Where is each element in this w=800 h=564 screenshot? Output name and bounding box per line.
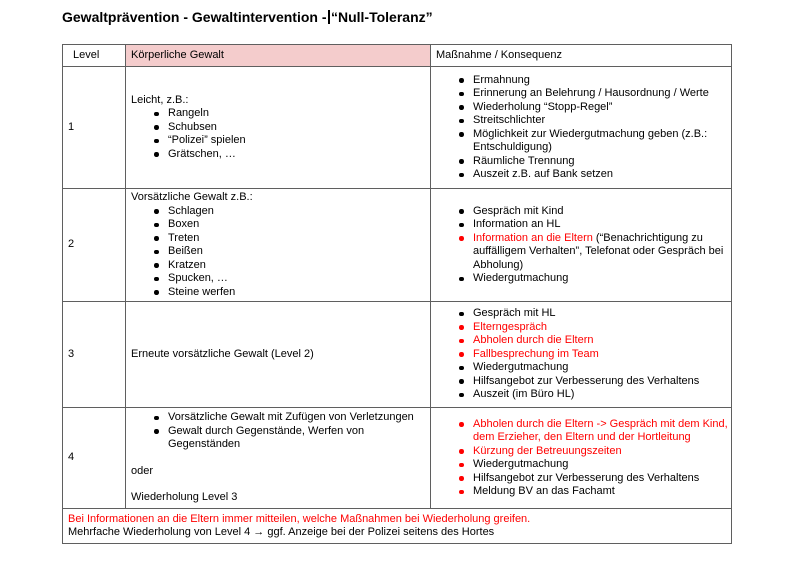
- list-item-text: Kratzen: [168, 258, 206, 271]
- list-item: [131, 134, 427, 148]
- list-item: [436, 445, 728, 459]
- gewalt-cell: [126, 408, 431, 509]
- table-header-row: [63, 45, 732, 67]
- footer-note-cell: [63, 509, 732, 544]
- bullet-icon: [459, 312, 464, 317]
- bullet-icon: [459, 325, 464, 330]
- bullet-icon: [459, 379, 464, 384]
- list-item-text: Fallbesprechung im Team: [473, 347, 599, 360]
- list-item-text: Grätschen, …: [168, 147, 236, 160]
- list-item-text: Kürzung der Betreuungszeiten: [473, 444, 622, 457]
- list-item: [131, 121, 427, 135]
- list-item: [436, 334, 728, 348]
- table-row-level-2: [63, 189, 732, 302]
- bullet-icon: [154, 290, 159, 295]
- header-cell-massnahme-konsequenz: Maßnahme / Konsequenz: [431, 45, 732, 67]
- bullet-icon: [154, 223, 159, 228]
- list-item: [436, 272, 728, 286]
- list-item: [131, 205, 427, 219]
- list-item-text: Wiedergutmachung: [473, 458, 569, 470]
- list-item-text: Abholen durch die Eltern: [473, 334, 594, 347]
- list-item: [131, 232, 427, 246]
- list-item: [436, 218, 728, 232]
- bullet-icon: [154, 236, 159, 241]
- list-item: [131, 245, 427, 259]
- list-item: [436, 375, 728, 389]
- list-item-text: Hilfsangebot zur Verbesserung des Verhaltens: [473, 471, 700, 484]
- bullet-icon: [459, 366, 464, 371]
- list-item-text: Schlagen: [168, 204, 214, 217]
- list-item: [131, 286, 427, 300]
- table-row-level-3: [63, 302, 732, 408]
- massnahme-cell: [431, 302, 732, 408]
- bullet-icon: [154, 152, 159, 157]
- list-item-text: Information an HL: [473, 218, 561, 230]
- list-item: [436, 205, 728, 219]
- table-body: [63, 67, 732, 509]
- document-title: [62, 9, 800, 26]
- header-cell-level: Level: [63, 45, 126, 67]
- bullet-icon: [154, 139, 159, 144]
- level-cell: 4: [63, 408, 126, 509]
- list-item-text: Wiedergutmachung: [473, 272, 569, 284]
- gewalt-text: oder: [131, 464, 154, 477]
- bullet-icon: [459, 422, 464, 427]
- list-item-text: Beißen: [168, 245, 203, 257]
- list-item-text: Steine werfen: [168, 285, 236, 298]
- bullet-icon: [459, 490, 464, 495]
- list-item: [436, 232, 728, 273]
- bullet-icon: [459, 223, 464, 228]
- gewalt-cell: [126, 302, 431, 408]
- list-item: [436, 128, 728, 155]
- list-item-text: Meldung BV an das Fachamt: [473, 485, 615, 497]
- list-item-text: Gewalt durch Gegenstände, Werfen von Gegenständen: [168, 424, 365, 451]
- list-item-text: Schubsen: [168, 120, 217, 133]
- list-item-text: Streitschlichter: [473, 114, 546, 126]
- bullet-icon: [459, 92, 464, 97]
- title-text-before-cursor: Gewaltprävention - Gewaltintervention -: [62, 9, 327, 25]
- list-item: [131, 259, 427, 273]
- bullet-icon: [459, 159, 464, 164]
- bullet-icon: [459, 105, 464, 110]
- list-item-text: Treten: [168, 231, 200, 244]
- bullet-icon: [154, 429, 159, 434]
- text-cursor-caret: [328, 10, 330, 24]
- list-item: [436, 472, 728, 486]
- list-item: [131, 411, 427, 425]
- table-row-level-1: [63, 67, 732, 189]
- list-item: [436, 485, 728, 499]
- bullet-icon: [459, 449, 464, 454]
- level-cell: 2: [63, 189, 126, 302]
- footer-note-line: Bei Informationen an die Eltern immer mitteilen, welche Maßnahmen bei Wiederholung greifen.: [68, 512, 531, 525]
- list-item: [436, 87, 728, 101]
- list-item: [436, 418, 728, 445]
- bullet-icon: [154, 125, 159, 130]
- gewalt-text: Erneute vorsätzliche Gewalt (Level 2): [131, 347, 314, 360]
- list-item-text: Vorsätzliche Gewalt mit Zufügen von Verletzungen: [168, 411, 414, 424]
- bullet-icon: [154, 112, 159, 117]
- list-item-text: Information an die Eltern: [473, 231, 593, 244]
- list-item: [436, 307, 728, 321]
- list-item-text: Gespräch mit Kind: [473, 204, 564, 217]
- bullet-icon: [459, 78, 464, 83]
- list-item-text: Räumliche Trennung: [473, 154, 575, 167]
- gewalt-text: Leicht, z.B.:: [131, 93, 189, 106]
- list-item: [436, 388, 728, 402]
- massnahme-cell: [431, 189, 732, 302]
- bullet-icon: [459, 119, 464, 124]
- list-item-text: Gespräch mit HL: [473, 307, 556, 320]
- list-item: [436, 114, 728, 128]
- title-text-after-cursor: “Null-Toleranz”: [330, 9, 433, 25]
- list-item-text: Boxen: [168, 218, 200, 230]
- bullet-icon: [154, 263, 159, 268]
- list-item: [436, 101, 728, 115]
- bullet-icon: [154, 250, 159, 255]
- list-item-text: Auszeit (im Büro HL): [473, 388, 575, 401]
- list-item: [436, 168, 728, 182]
- header-cell-koerperliche-gewalt: Körperliche Gewalt: [126, 45, 431, 67]
- list-item: [131, 272, 427, 286]
- bullet-icon: [459, 463, 464, 468]
- list-item: [436, 321, 728, 335]
- bullet-icon: [459, 209, 464, 214]
- list-item-text: “Polizei” spielen: [168, 134, 246, 147]
- list-item: [436, 155, 728, 169]
- list-item-text: Hilfsangebot zur Verbesserung des Verhaltens: [473, 374, 700, 387]
- list-item-text: Erinnerung an Belehrung / Hausordnung / Werte: [473, 87, 709, 99]
- list-item-text: Ermahnung: [473, 73, 530, 86]
- list-item-text: Rangeln: [168, 107, 209, 120]
- list-item: [131, 148, 427, 162]
- table-row-level-4: [63, 408, 732, 509]
- gewalt-cell: [126, 67, 431, 189]
- bullet-icon: [154, 416, 159, 421]
- list-item: [436, 348, 728, 362]
- bullet-icon: [459, 236, 464, 241]
- table-footer-row: [63, 509, 732, 544]
- list-item: [131, 425, 427, 452]
- level-cell: 3: [63, 302, 126, 408]
- gewalt-text: Vorsätzliche Gewalt z.B.:: [131, 191, 253, 203]
- bullet-icon: [459, 339, 464, 344]
- list-item-text: Elterngespräch: [473, 320, 547, 333]
- list-item-text: Auszeit z.B. auf Bank setzen: [473, 168, 614, 180]
- bullet-icon: [459, 277, 464, 282]
- list-item: [436, 74, 728, 88]
- violence-levels-table: [62, 44, 732, 544]
- list-item-text: (“Benachrichtigung zu auffälligem Verhalten”, Telefonat oder Gespräch bei Abholung): [473, 231, 724, 271]
- list-item-text: Spucken, …: [168, 272, 228, 284]
- list-item-text: Wiederholung “Stopp-Regel”: [473, 100, 613, 113]
- list-item: [131, 218, 427, 232]
- bullet-icon: [459, 173, 464, 178]
- bullet-icon: [459, 476, 464, 481]
- list-item-text: Abholen durch die Eltern -> Gespräch mit dem Kind, dem Erzieher, den Eltern und der Hortleitung: [473, 417, 728, 443]
- list-item: [131, 107, 427, 121]
- footer-note-line: Mehrfache Wiederholung von Level 4 → ggf. Anzeige bei der Polizei seitens des Hortes: [68, 526, 495, 538]
- level-cell: 1: [63, 67, 126, 189]
- list-item: [436, 361, 728, 375]
- list-item: [436, 458, 728, 472]
- gewalt-text: Wiederholung Level 3: [131, 491, 238, 504]
- bullet-icon: [459, 352, 464, 357]
- list-item-text: Wiedergutmachung: [473, 361, 569, 374]
- massnahme-cell: [431, 408, 732, 509]
- list-item-text: Möglichkeit zur Wiedergutmachung geben (z.B.: Entschuldigung): [473, 127, 708, 153]
- gewalt-cell: [126, 189, 431, 302]
- massnahme-cell: [431, 67, 732, 189]
- bullet-icon: [154, 209, 159, 214]
- bullet-icon: [459, 393, 464, 398]
- bullet-icon: [459, 132, 464, 137]
- bullet-icon: [154, 277, 159, 282]
